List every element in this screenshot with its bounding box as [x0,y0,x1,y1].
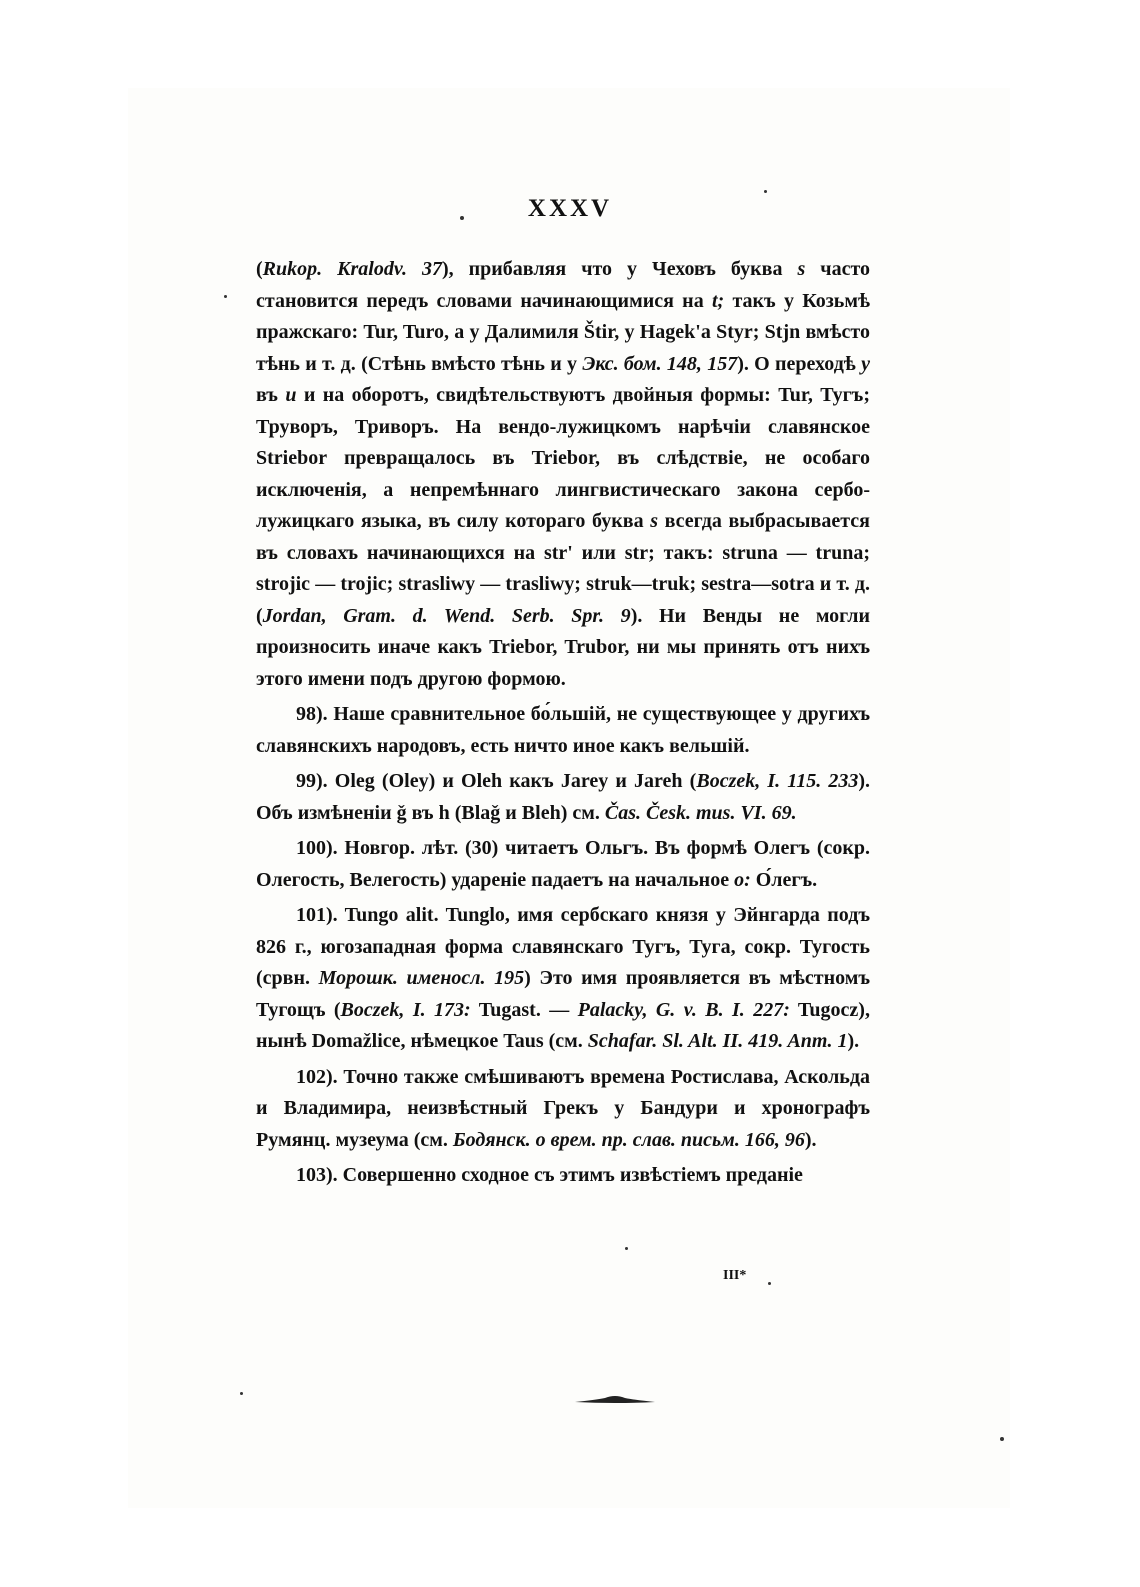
text-run: всегда выбрасывается въ словахъ начинающихся на str' или str; такъ: struna — truna; strojic — trojic; strasliwy — trasliwy; struk—truk; sestra—sotra и т. д. ( [256,510,870,627]
text-run: такъ у Козьмѣ пражскаго: Tur, Turo, а у Далимиля Štir, у Hagek'a Styr; Stjn вмѣсто тѣнь и т. д. (Стѣнь вмѣсто тѣнь и у [256,289,870,375]
text-run: ). Объ измѣненіи ǧ въ h (Blaǧ и Bleh) см. [256,770,871,824]
text-run: 98). Наше сравнительное бо́льшій, не существующее у другихъ славянскихъ народовъ, есть ничто иное какъ вельшій. [256,703,870,757]
text-run: въ [256,384,286,406]
text-run: ). О переходѣ [737,352,862,375]
italic-citation: Экс. бом. 148, 157 [582,352,738,375]
italic-citation: Бодянск. о врем. пр. слав. письм. 166, 96 [452,1128,805,1151]
text-run: ). [847,1030,860,1052]
text-run: 99). Oleg (Oley) и Oleh какъ Jarey и Jareh ( [296,770,697,792]
text-run: 103). Совершенно сходное съ этимъ извѣстіемъ преданіе [296,1164,803,1186]
italic-citation: Palacky, G. v. B. I. 227: [577,998,790,1021]
text-run: часто становится передъ словами начинающимися на [256,258,871,312]
body-text [256,254,870,1196]
italic-citation: s [650,510,658,532]
italic-citation: у [861,352,871,375]
paragraph-p103 [256,1160,870,1192]
speck-mark [764,190,767,193]
text-run: Tugocz), нынѣ Domažlice, нѣмецкое Taus (см. [256,998,870,1052]
text-run: и на оборотъ, свидѣтельствуютъ двойныя формы: Tur, Тугъ; Труворъ, Триворъ. На вендо-лужицкомъ нарѣчіи славянское Striebor превращалось въ Triebor, въ слѣдствіе, не особаго исключенія, а непремѣннаго лингвистическаго закона сербо-лужицкаго языка, въ силу котораго буква [256,384,870,532]
paragraph-p100 [256,833,870,896]
text-run: О́легъ. [750,868,818,891]
italic-citation: Jordan, Gram. d. Wend. Serb. Spr. 9 [262,604,631,627]
signature-mark: III* [723,1268,747,1283]
speck-mark [1000,1437,1004,1441]
text-run: ), прибавляя что у Чеховъ буква [441,258,798,280]
italic-citation: s [797,258,806,280]
text-run: 102). Точно также смѣшиваютъ времена Ростислава, Аскольда и Владимира, неизвѣстный Грекъ у Бандури и хронографъ Румянц. музеума (см. [256,1065,870,1151]
italic-citation: Čas. Česk. mus. VI. 69. [604,801,797,824]
speck-mark [768,1282,771,1285]
italic-citation: Schafar. Sl. Alt. II. 419. Anm. 1 [587,1030,848,1052]
italic-citation: о: [734,868,751,891]
text-run: 100). Новгор. лѣт. (30) читаетъ Ольгъ. Въ формѣ Олегъ (сокр. Олегость, Велегость) удареніе падаетъ на начальное [256,837,870,891]
italic-citation: Rukop. Kralodv. 37 [262,258,442,280]
paragraph-p101 [256,900,870,1058]
paragraph-p102 [256,1062,870,1157]
speck-mark [460,216,464,220]
italic-citation: Boczek, I. 173: [340,998,471,1021]
paragraph-p97 [256,254,870,695]
text-run: ). Ни Венды не могли произносить иначе какъ Triebor, Trubor, ни мы принять отъ нихъ этого имени подъ другою формою. [256,604,870,690]
italic-citation: Морошк. именосл. 195 [318,967,525,989]
italic-citation: t; [711,289,725,312]
paragraph-p98 [256,699,870,762]
speck-mark [224,295,227,298]
text-run: Tugast. — [470,998,578,1021]
text-run: 101). Tungo alit. Tunglo, имя сербскаго князя у Эйнгарда подъ 826 г., югозападная форма славянскаго Тугъ, Туга, сокр. Тугость (срвн. [256,904,870,989]
page-number: XXXV [527,195,613,222]
italic-citation: и [285,384,297,406]
speck-mark [240,1392,243,1395]
text-run: ) Это имя проявляется въ мѣстномъ Тугощъ ( [256,967,870,1021]
text-run: ). [804,1128,817,1151]
speck-mark [625,1247,628,1250]
text-run: ( [256,258,263,280]
paragraph-p99 [256,766,870,829]
italic-citation: Boczek, I. 115. 233 [696,770,859,792]
ornament-icon [575,1394,655,1404]
